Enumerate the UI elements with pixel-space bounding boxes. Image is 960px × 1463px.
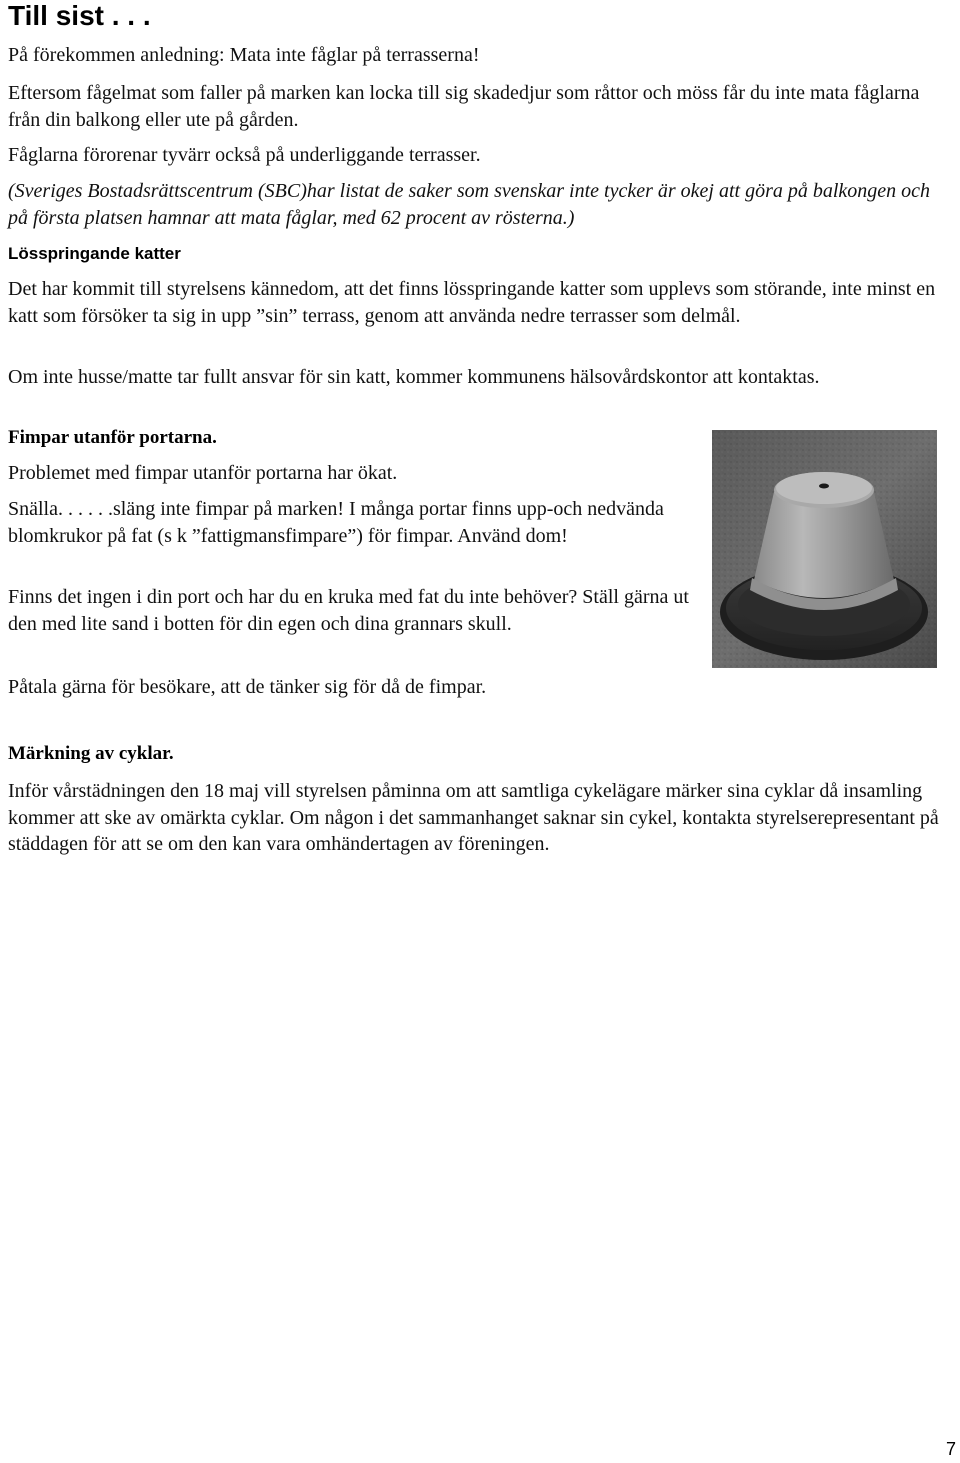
cigarettes-problem: Problemet med fimpar utanför portarna har ökat. — [8, 462, 398, 484]
birds-intro: På förekommen anledning: Mata inte fåglar på terrasserna! — [8, 44, 480, 66]
cats-heading: Lösspringande katter — [8, 244, 181, 263]
cigarettes-please: Snälla. . . . . .släng inte fimpar på marken! I många portar finns upp-och nedvända blomkrukor på fat (s k ”fattigmansfimpare”) för fimpar. Använd dom! — [8, 498, 664, 547]
page-title: Till sist . . . — [8, 0, 151, 31]
birds-quote: (Sveriges Bostadsrättscentrum (SBC)har listat de saker som svenskar inte tycker är okej att göra på balkongen och på första platsen hamnar att mata fåglar, med 62 procent av rösterna.) — [8, 180, 931, 229]
page-number: 7 — [945, 1439, 956, 1459]
flower-pot-ashtray-photo — [712, 430, 937, 668]
cats-body: Det har kommit till styrelsens kännedom, att det finns lösspringande katter som upplevs som störande, inte minst en katt som försöker ta sig in upp ”sin” terrass, genom att använda nedre terrasser som delmål. — [8, 278, 936, 327]
birds-body: Eftersom fågelmat som faller på marken kan locka till sig skadedjur som råttor och möss får du inte mata fåglarna från din balkong eller ute på gården. — [8, 82, 920, 131]
cigarettes-visitors: Påtala gärna för besökare, att de tänker sig för då de fimpar. — [8, 676, 487, 698]
bicycles-heading: Märkning av cyklar. — [8, 743, 174, 764]
bicycles-body: Inför vårstädningen den 18 maj vill styrelsen påminna om att samtliga cykelägare märker sina cyklar då insamling kommer att ske av omärkta cyklar. Om någon i det sammanhanget saknar sin cykel, kontakta styrelserepresentant på städdagen för att se om den kan vara omhändertagen av föreningen. — [8, 780, 939, 855]
cigarettes-heading: Fimpar utanför portarna. — [8, 427, 217, 448]
cigarettes-suggestion: Finns det ingen i din port och har du en kruka med fat du inte behöver? Ställ gärna ut den med lite sand i botten för din egen och dina grannars skull. — [8, 586, 689, 635]
birds-pollution: Fåglarna förorenar tyvärr också på underliggande terrasser. — [8, 144, 481, 166]
cats-warning: Om inte husse/matte tar fullt ansvar för sin katt, kommer kommunens hälsovårdskontor att kontaktas. — [8, 366, 820, 388]
